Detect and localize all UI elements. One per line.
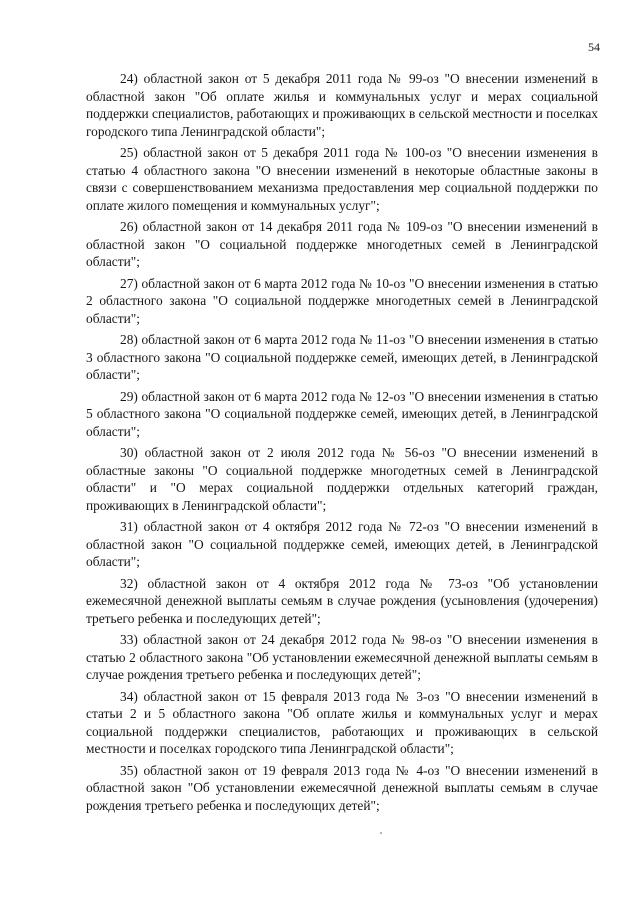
scan-speck — [380, 832, 382, 834]
law-item-32: 32) областной закон от 4 октября 2012 года № 73-оз "Об установлении ежемесячной денежной выплаты семьям в случае рождения (усыновления (удочерения) третьего ребенка и последующих детей"; — [86, 575, 598, 626]
law-item-31: 31) областной закон от 4 октября 2012 года № 72-оз "О внесении изменений в областной закон "О социальной поддержке семей, имеющих детей, в Ленинградской области"; — [86, 519, 598, 569]
law-item-24: 24) областной закон от 5 декабря 2011 года № 99-оз "О внесении изменений в областной закон "Об оплате жилья и коммунальных услуг и мерах социальной поддержки специалистов, работающих и проживающих в сельской местности и поселках городского типа Ленинградской области"; — [86, 71, 598, 139]
law-item-29: 29) областной закон от 6 марта 2012 года № 12-оз "О внесении изменения в статью 5 областного закона "О социальной поддержке семей, имеющих детей, в Ленинградской области"; — [86, 388, 598, 439]
law-item-33: 33) областной закон от 24 декабря 2012 года № 98-оз "О внесении изменения в статью 2 областного закона "Об установлении ежемесячной денежной выплаты семьям в случае рождения третьего ребенка и последующих детей"; — [86, 632, 598, 682]
law-item-34: 34) областной закон от 15 февраля 2013 года № 3-оз "О внесении изменений в статьи 2 и 5 областного закона "Об оплате жилья и коммунальных услуг и мерах социальной поддержки специалистов, работающих и проживающих в сельской местности и поселках городского типа Ленинградской области"; — [86, 688, 598, 756]
law-item-35: 35) областной закон от 19 февраля 2013 года № 4-оз "О внесении изменений в областной закон "Об установлении ежемесячной денежной выплаты семьям в случае рождения третьего ребенка и последующих детей"; — [86, 762, 598, 813]
law-item-30: 30) областной закон от 2 июля 2012 года № 56-оз "О внесении изменений в областные законы "О социальной поддержке многодетных семей в Ленинградской области" и "О мерах социальной поддержки отдельных категорий граждан, проживающих в Ленинградской области"; — [86, 445, 598, 513]
law-item-25: 25) областной закон от 5 декабря 2011 года № 100-оз "О внесении изменения в статью 4 областного закона "О внесении изменений в некоторые областные законы в связи с совершенствованием механизма предоставления мер социальной поддержки по оплате жилого помещения и коммунальных услуг"; — [86, 145, 598, 213]
law-item-27: 27) областной закон от 6 марта 2012 года № 10-оз "О внесении изменения в статью 2 областного закона "О социальной поддержке многодетных семей в Ленинградской области"; — [86, 275, 598, 326]
law-item-26: 26) областной закон от 14 декабря 2011 года № 109-оз "О внесении изменений в областной закон "О социальной поддержке многодетных семей в Ленинградской области"; — [86, 219, 598, 269]
law-item-28: 28) областной закон от 6 марта 2012 года № 11-оз "О внесении изменения в статью 3 областного закона "О социальной поддержке семей, имеющих детей, в Ленинградской области"; — [86, 332, 598, 382]
page-number: 54 — [588, 40, 600, 54]
law-list — [86, 70, 598, 818]
